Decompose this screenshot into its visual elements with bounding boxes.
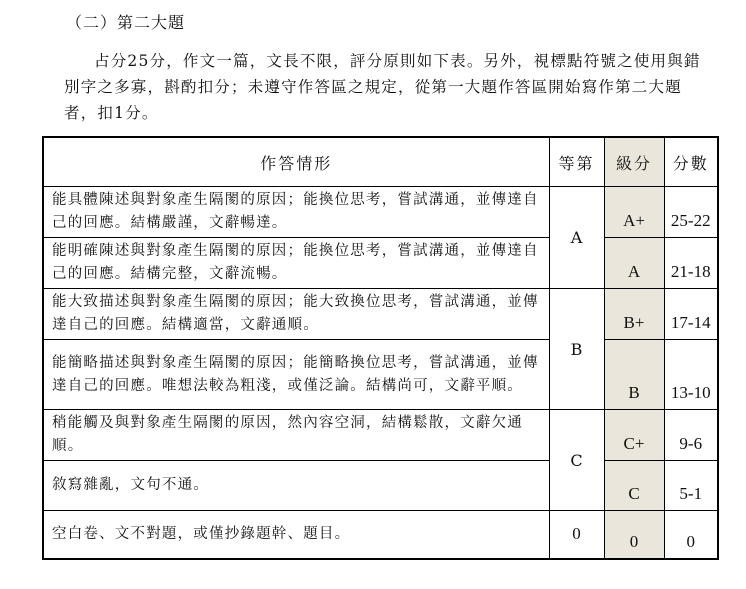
level-cell: A: [604, 238, 664, 289]
row-description: 稍能觸及與對象產生隔閡的原因，然內容空洞，結構鬆散，文辭欠通順。: [43, 410, 549, 461]
rank-cell: C: [549, 410, 604, 511]
table-row: [43, 187, 718, 238]
rank-cell: B: [549, 289, 604, 410]
table-row: [43, 238, 718, 289]
header-situation: 作答情形: [43, 137, 549, 187]
row-description: 敘寫雜亂，文句不通。: [43, 461, 549, 511]
header-score: 分數: [664, 137, 718, 187]
intro-paragraph: 占分25分，作文一篇，文長不限，評分原則如下表。另外，視標點符號之使用與錯別字之多寡，斟酌扣分；未遵守作答區之規定，從第一大題作答區開始寫作第二大題者，扣1分。: [64, 52, 701, 122]
row-description: 空白卷、文不對題，或僅抄錄題幹、題目。: [43, 511, 549, 559]
level-cell: B: [604, 340, 664, 410]
level-cell: A+: [604, 187, 664, 238]
row-description: 能明確陳述與對象產生隔閡的原因；能換位思考，嘗試溝通，並傳達自己的回應。結構完整，文辭流暢。: [43, 238, 549, 289]
section-title: （二）第二大題: [66, 13, 186, 32]
header-rank: 等第: [549, 137, 604, 187]
row-description: 能具體陳述與對象產生隔閡的原因；能換位思考，嘗試溝通，並傳達自己的回應。結構嚴謹，文辭暢達。: [43, 187, 549, 238]
score-cell: 9-6: [664, 410, 718, 461]
grading-table: [42, 136, 719, 560]
header-level: 級分: [604, 137, 664, 187]
level-cell: 0: [604, 511, 664, 559]
score-cell: 25-22: [664, 187, 718, 238]
score-cell: 0: [664, 511, 718, 559]
score-cell: 21-18: [664, 238, 718, 289]
table-header-row: [43, 137, 718, 187]
table-row: [43, 410, 718, 461]
level-cell: C+: [604, 410, 664, 461]
level-cell: B+: [604, 289, 664, 340]
score-cell: 13-10: [664, 340, 718, 410]
rank-cell: 0: [549, 511, 604, 559]
row-description: 能簡略描述與對象產生隔閡的原因；能簡略換位思考，嘗試溝通，並傳達自己的回應。唯想法較為粗淺，或僅泛論。結構尚可，文辭平順。: [43, 340, 549, 410]
table-row: [43, 289, 718, 340]
level-cell: C: [604, 461, 664, 511]
table-row: [43, 511, 718, 559]
table-row: [43, 340, 718, 410]
row-description: 能大致描述與對象產生隔閡的原因；能大致換位思考，嘗試溝通，並傳達自己的回應。結構適當，文辭通順。: [43, 289, 549, 340]
table-row: [43, 461, 718, 511]
rank-cell: A: [549, 187, 604, 289]
score-cell: 5-1: [664, 461, 718, 511]
score-cell: 17-14: [664, 289, 718, 340]
